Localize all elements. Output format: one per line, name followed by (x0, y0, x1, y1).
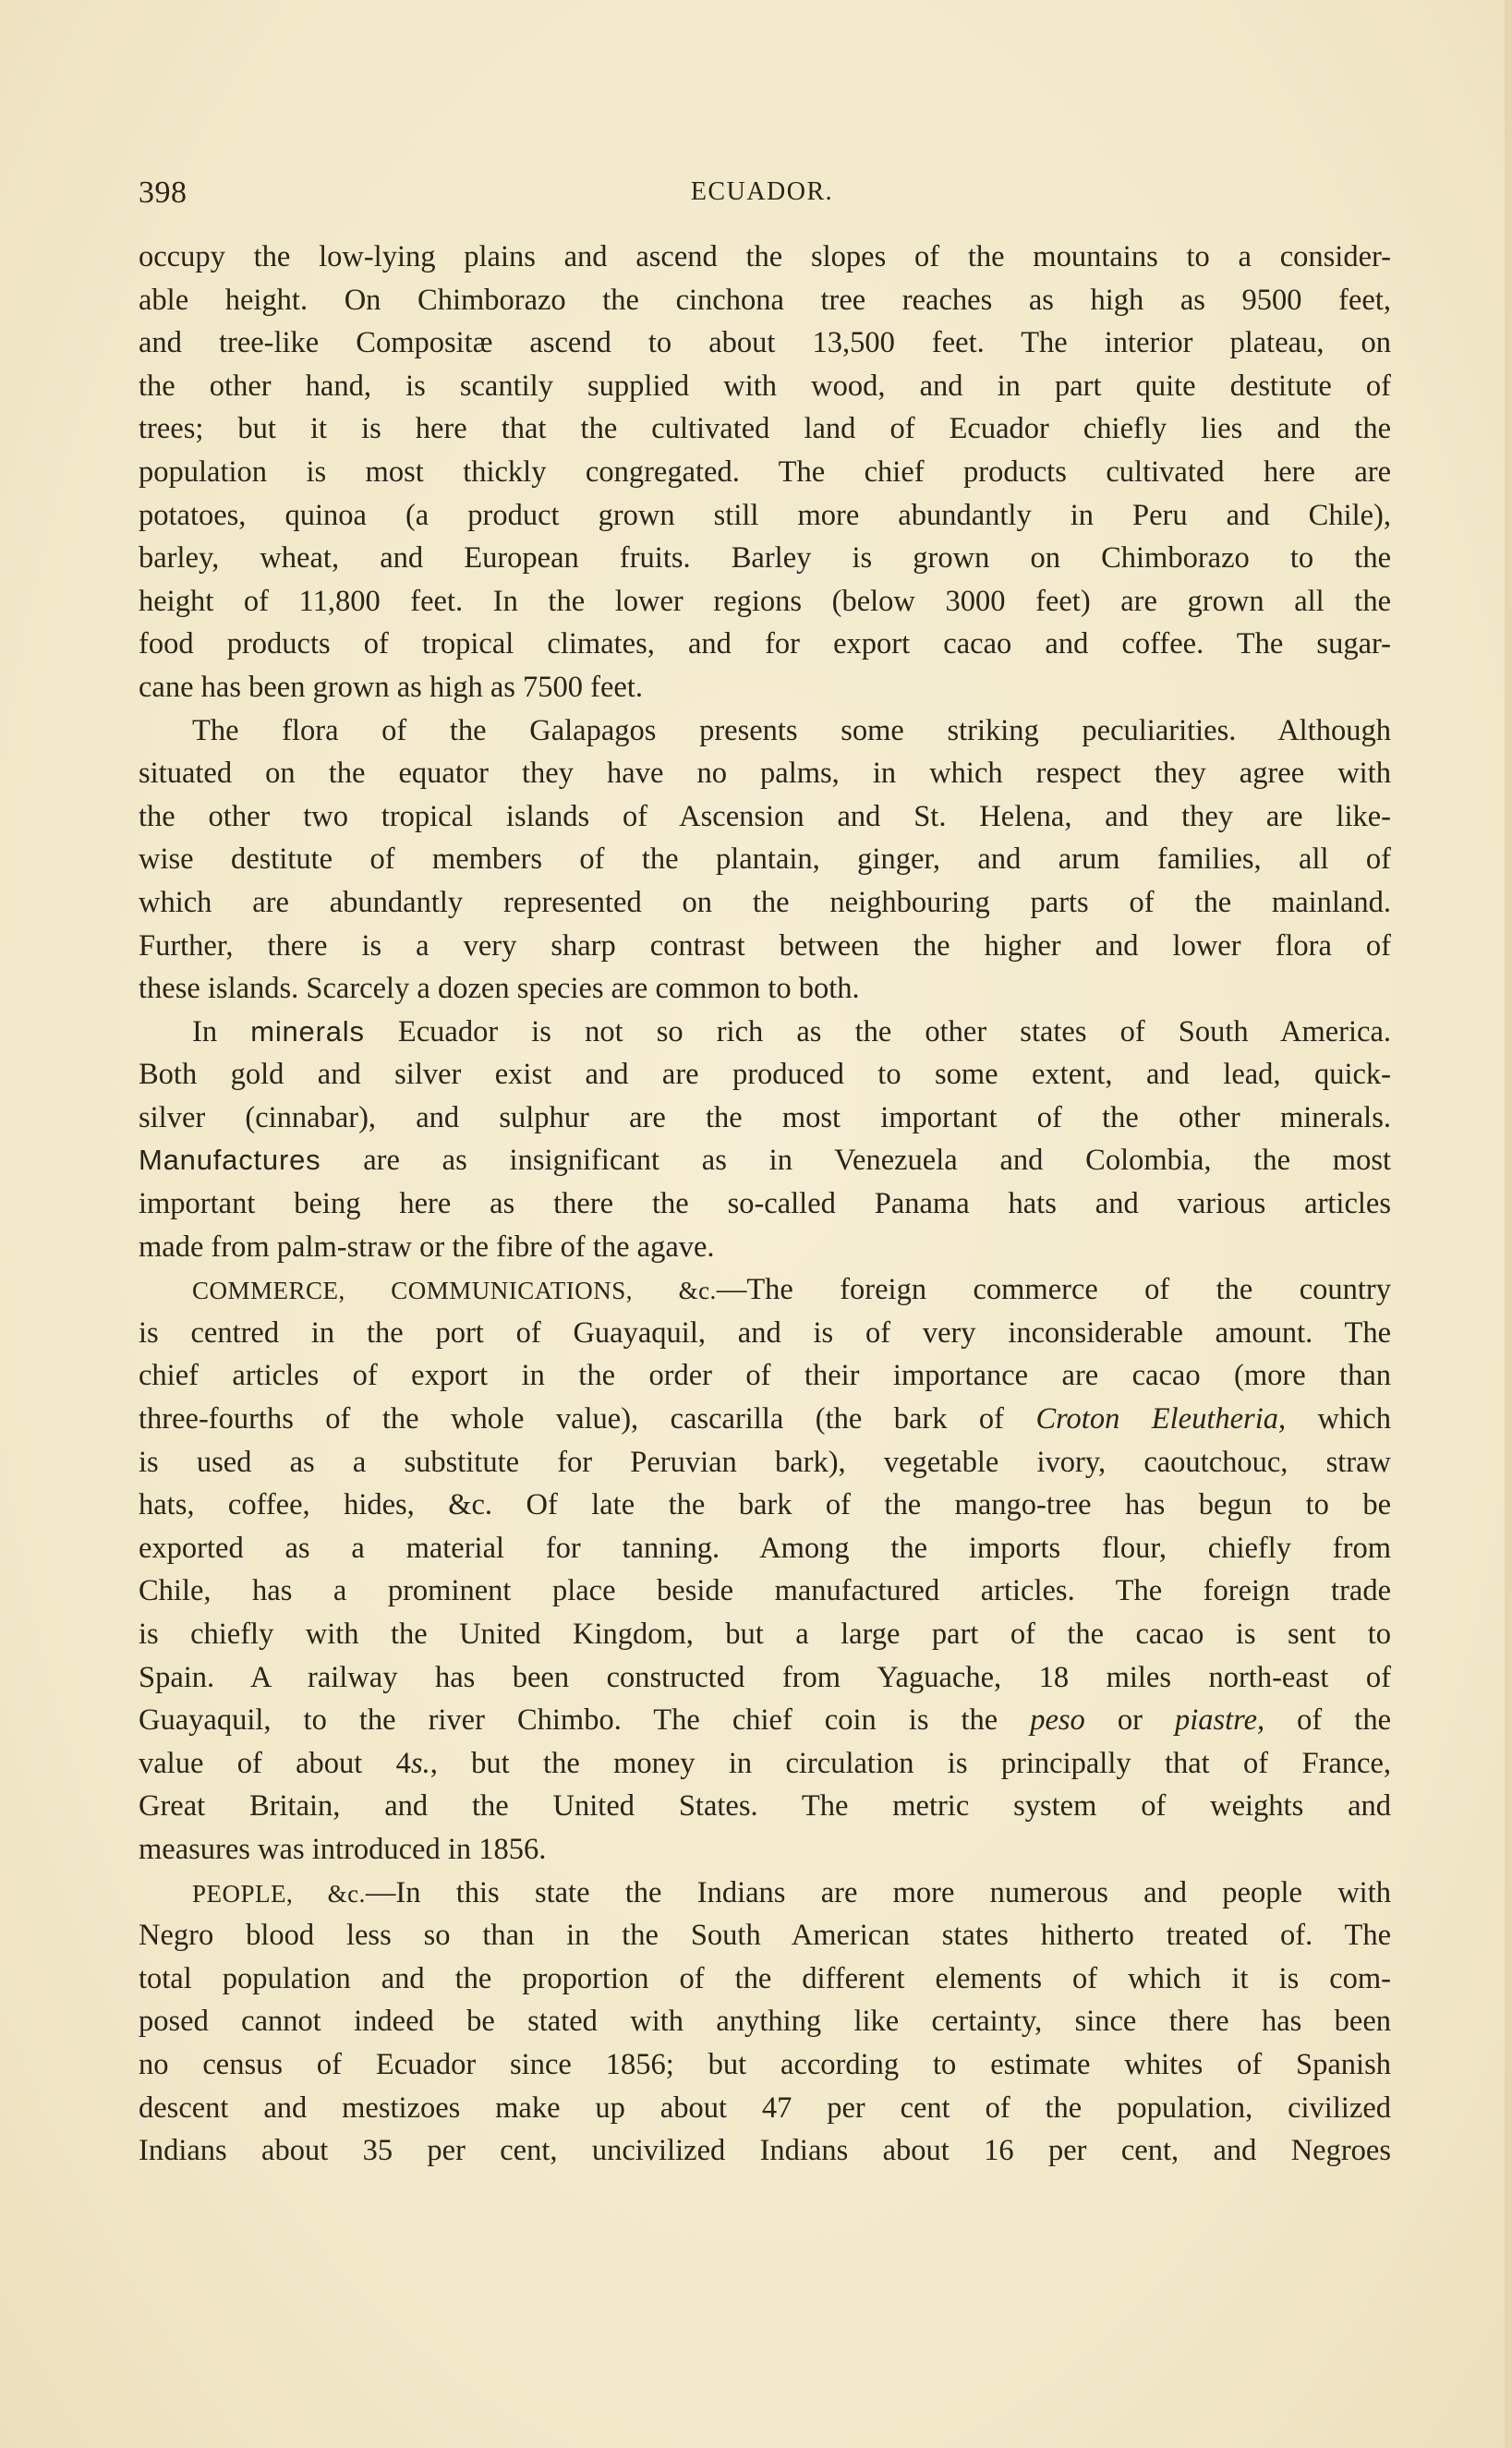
text-line: is centred in the port of Guayaquil, and is of very inconsiderable amount. The (139, 1315, 1391, 1350)
page-edge-shadow (1505, 0, 1512, 2448)
text-line: made from palm-straw or the fibre of the agave. (139, 1230, 715, 1264)
text-line (139, 1139, 1391, 1182)
text-line: total population and the proportion of the different elements of which it is com- (139, 1961, 1391, 1995)
text-line: these islands. Scarcely a dozen species are common to both. (139, 972, 860, 1006)
section-heading: COMMERCE, COMMUNICATIONS, &c. (192, 1277, 717, 1305)
text-line: Further, there is a very sharp contrast between the higher and lower flora of (139, 928, 1391, 963)
text-line: potatoes, quinoa (a product grown still more abundantly in Peru and Chile), (139, 498, 1391, 532)
text-line: the other hand, is scantily supplied with wood, and in part quite destitute of (139, 369, 1391, 403)
section-heading: PEOPLE, &c. (192, 1879, 366, 1908)
text-line: Both gold and silver exist and are produced to some extent, and lead, quick- (139, 1058, 1391, 1092)
text-line: Chile, has a prominent place beside manufactured articles. The foreign trade (139, 1574, 1391, 1608)
italic-term: Croton Eleutheria, (1035, 1402, 1287, 1436)
text-line: hats, coffee, hides, &c. Of late the bark of the mango-tree has begun to be (139, 1488, 1391, 1522)
text-run: are as insignificant as in Venezuela and Colombia, the most (321, 1144, 1391, 1178)
text-line: is used as a substitute for Peruvian bark), vegetable ivory, caoutchouc, straw (139, 1445, 1391, 1479)
text-run: which (1286, 1402, 1391, 1436)
text-line: able height. On Chimborazo the cinchona tree reaches as high as 9500 feet, (139, 283, 1391, 317)
text-line (139, 1699, 1391, 1742)
text-line: trees; but it is here that the cultivated land of Ecuador chiefly lies and the (139, 412, 1391, 446)
text-run: Guayaquil, to the river Chimbo. The chief coin is the (139, 1703, 1031, 1738)
italic-term: s. (410, 1746, 430, 1780)
text-line: cane has been grown as high as 7500 feet. (139, 670, 643, 704)
text-line: which are abundantly represented on the neighbouring parts of the mainland. (139, 885, 1391, 919)
text-line: wise destitute of members of the plantain, ginger, and arum families, all of (139, 842, 1391, 877)
text-run: three-fourths of the whole value), cascarilla (the bark of (139, 1402, 1036, 1436)
italic-term: piastre, (1174, 1703, 1265, 1738)
page-number: 398 (139, 176, 187, 210)
text-run: In (192, 1014, 251, 1048)
text-line: and tree-like Compositæ ascend to about 13,500 feet. The interior plateau, on (139, 326, 1391, 360)
section-keyword: minerals (250, 1014, 365, 1048)
text-line: height of 11,800 feet. In the lower regions (below 3000 feet) are grown all the (139, 584, 1391, 618)
text-run: , but the money in circulation is principally that of France, (429, 1746, 1391, 1780)
text-run: Ecuador is not so rich as the other states of South America. (364, 1014, 1391, 1048)
text-line: Indians about 35 per cent, uncivilized Indians about 16 per cent, and Negroes (139, 2134, 1391, 2168)
text-line: The flora of the Galapagos presents some striking peculiarities. Although (192, 713, 1391, 747)
text-line: Spain. A railway has been constructed from Yaguache, 18 miles north-east of (139, 1660, 1391, 1694)
text-line: situated on the equator they have no palms, in which respect they agree with (139, 757, 1391, 791)
text-line: measures was introduced in 1856. (139, 1832, 547, 1866)
text-line: Negro blood less so than in the South American states hitherto treated of. The (139, 1919, 1391, 1953)
text-line: the other two tropical islands of Ascension and St. Helena, and they are like- (139, 799, 1391, 833)
text-line (139, 1268, 1391, 1312)
text-line: posed cannot indeed be stated with anything like certainty, since there has been (139, 2005, 1391, 2039)
text-run: value of about 4 (139, 1746, 411, 1780)
text-line: chief articles of export in the order of their importance are cacao (more than (139, 1359, 1391, 1393)
text-line: population is most thickly congregated. The chief products cultivated here are (139, 454, 1391, 489)
text-line: Great Britain, and the United States. The metric system of weights and (139, 1789, 1391, 1824)
text-run: —The foreign commerce of the country (716, 1273, 1391, 1307)
text-line: important being here as there the so-called Panama hats and various articles (139, 1187, 1391, 1221)
text-run: or (1084, 1703, 1175, 1738)
page-header (139, 176, 1385, 212)
text-line (139, 1872, 1391, 1915)
text-line: exported as a material for tanning. Among the imports flour, chiefly from (139, 1531, 1391, 1565)
italic-term: peso (1030, 1703, 1085, 1738)
text-line: descent and mestizoes make up about 47 per cent of the population, civilized (139, 2090, 1391, 2125)
text-line: occupy the low-lying plains and ascend the slopes of the mountains to a consider- (139, 240, 1391, 273)
text-line (139, 1011, 1391, 1054)
text-line: silver (cinnabar), and sulphur are the most important of the other minerals. (139, 1100, 1391, 1134)
text-line: barley, wheat, and European fruits. Barley is grown on Chimborazo to the (139, 541, 1391, 576)
text-run: —In this state the Indians are more numerous and people with (365, 1875, 1391, 1909)
body-text (139, 236, 1391, 2173)
text-line (139, 1742, 1391, 1786)
text-line: is chiefly with the United Kingdom, but a large part of the cacao is sent to (139, 1618, 1391, 1651)
text-line (139, 1398, 1391, 1441)
text-run: of the (1264, 1703, 1391, 1738)
running-title: ECUADOR. (690, 177, 834, 206)
section-keyword: Manufactures (139, 1144, 321, 1177)
text-line: food products of tropical climates, and for export cacao and coffee. The sugar- (139, 627, 1391, 661)
text-line: no census of Ecuador since 1856; but according to estimate whites of Spanish (139, 2047, 1391, 2081)
